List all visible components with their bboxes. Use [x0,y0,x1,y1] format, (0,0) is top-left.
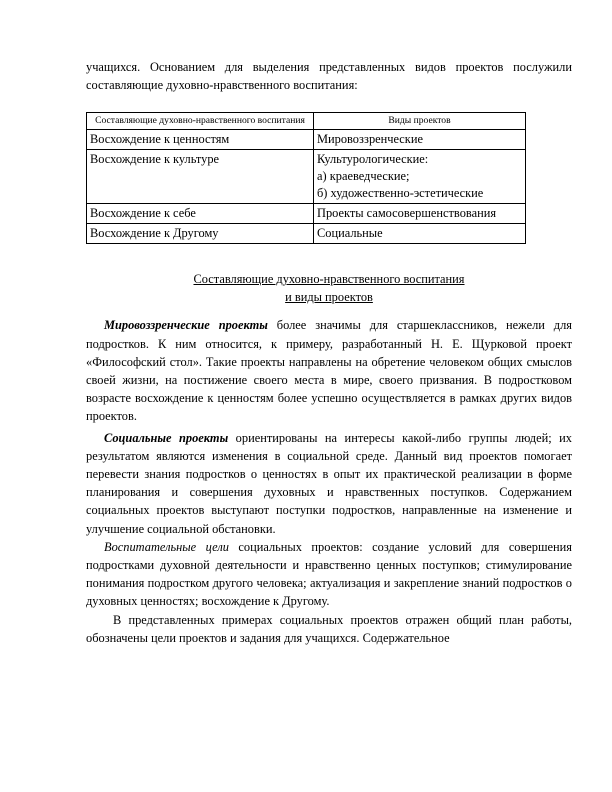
paragraph-social [86,429,572,538]
table-cell-types [314,224,526,244]
document-page [86,58,572,647]
table-row [87,150,526,204]
table-header-types: Виды проектов [314,113,526,130]
table-cell-types [314,204,526,224]
type-line: Мировоззренческие [317,132,423,147]
table-row [87,224,526,244]
table-row [87,130,526,150]
table-cell-types [314,150,526,204]
type-line: а) краеведческие; [317,169,410,184]
table-cell-component: Восхождение к ценностям [87,130,314,150]
table-caption [86,270,572,306]
paragraph-text: ориентированы на интересы какой-либо группы людей; их результатом являются изменения в социальной среде. Данный вид проектов помогает перевести знания подростков о ценностях в опыт их практической реализации в форме планирования и совершения духовных и нравственных поступков. Содержанием социальных проектов выступают поступки подростков, направленные на изменение и улучшение социальной обстановки. [86,430,573,536]
table-cell-component: Восхождение к Другому [87,224,314,244]
paragraph-text: более значимы для старшеклассников, нежели для подростков. К ним относится, к примеру, разработанный Н. Е. Щурковой проект «Философский стол». Такие проекты направлены на обретение человеком общих смыслов своей жизни, на постижение своего места в мире, своего призвания. В подростковом возрасте восхождение к ценностям более успешно осуществляется в рамках других видов проектов. [86,318,572,424]
projects-table [86,112,526,244]
table-row [87,204,526,224]
type-line: Социальные [317,226,383,241]
paragraph-text: социальных проектов: создание условий для совершения подростками духовной деятельности и нравственно ценных поступков; стимулирование понимания подростком другого человека; актуализация и закрепление знаний подростков о духовных ценностях; восхождение к Другому. [86,539,572,609]
paragraph-worldview [86,316,572,425]
caption-line-2: и виды проектов [285,290,373,305]
type-line: Культурологические: [317,152,429,167]
type-line: б) художественно-эстетические [317,186,484,201]
intro-paragraph: учащихся. Основанием для выделения представленных видов проектов послужили составляющие духовно-нравственного воспитания: [86,60,572,93]
table-cell-component: Восхождение к себе [87,204,314,224]
paragraph-lead: Воспитательные цели [104,539,229,554]
table-header-components: Составляющие духовно-нравственного воспитания [87,113,314,130]
table-cell-types [314,130,526,150]
paragraph-lead: Социальные проекты [104,430,229,445]
table-header-row [87,113,526,130]
table-cell-component: Восхождение к культуре [87,150,314,204]
caption-line-1: Составляющие духовно-нравственного воспитания [193,272,465,287]
paragraph-examples: В представленных примерах социальных проектов отражен общий план работы, обозначены цели проектов и задания для учащихся. Содержательное [86,612,572,645]
paragraph-lead: Мировоззренческие проекты [104,318,268,333]
type-line: Проекты самосовершенствования [317,206,497,221]
paragraph-goals [86,538,572,611]
